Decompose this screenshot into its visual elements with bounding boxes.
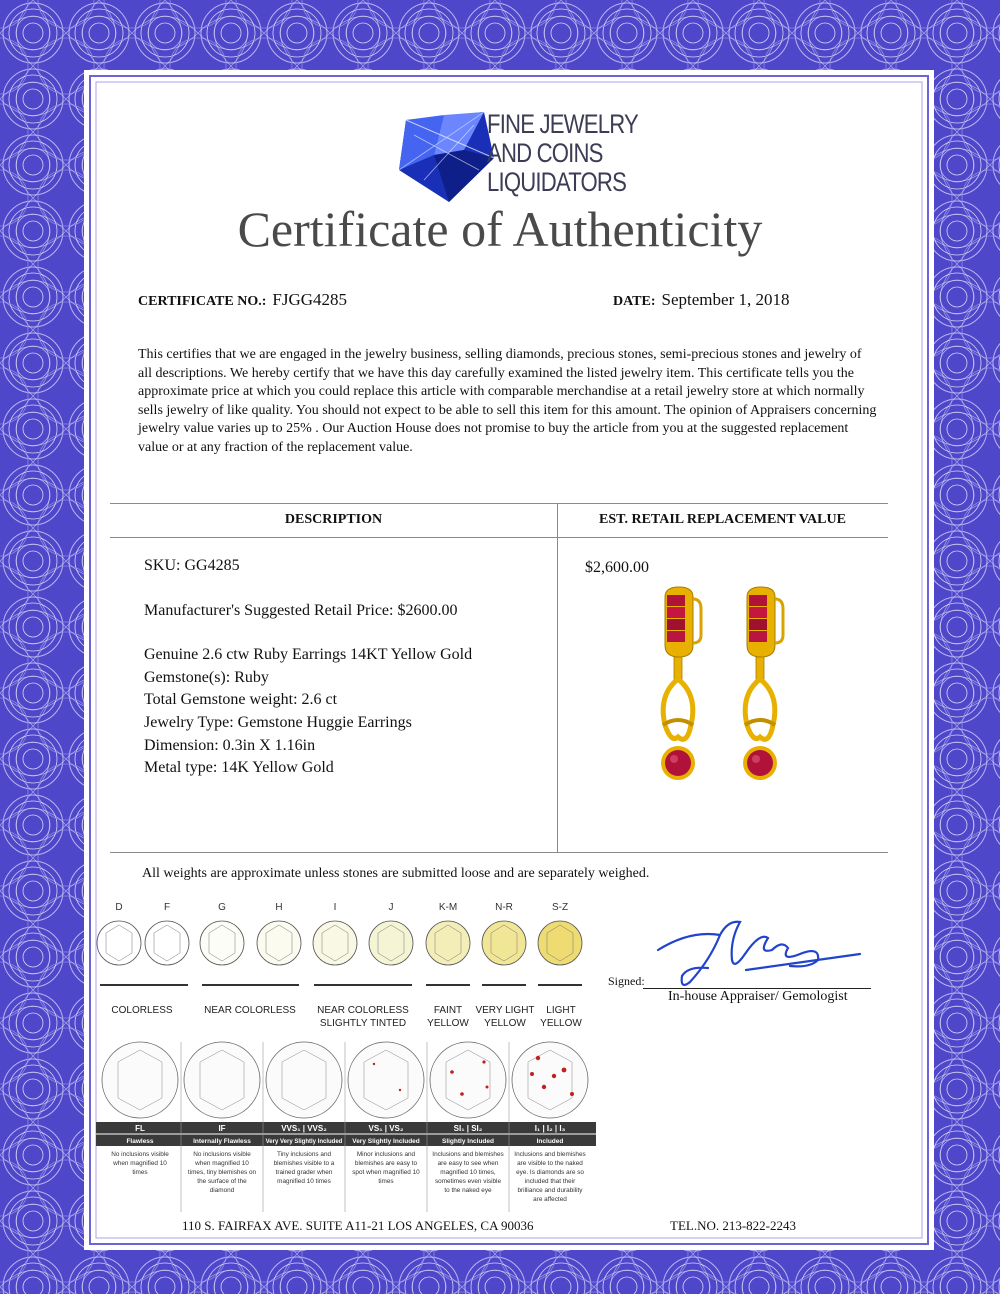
brand-line-2: AND COINS (487, 138, 603, 168)
clarity-desc: magnified 10 times (277, 1178, 331, 1185)
clarity-code: VS₁ | VS₂ (368, 1124, 404, 1133)
clarity-code: SI₁ | SI₂ (453, 1124, 483, 1133)
clarity-code: I₁ | I₂ | I₃ (534, 1124, 566, 1133)
clarity-desc: brilliance and durability (517, 1187, 583, 1194)
clarity-code: IF (218, 1124, 226, 1133)
clarity-code: FL (135, 1124, 145, 1133)
grade-group-label: LIGHT (546, 1005, 576, 1016)
date-label: DATE: (613, 294, 656, 309)
clarity-desc: No inclusions visible (193, 1151, 251, 1158)
grade-letter: J (388, 902, 394, 913)
clarity-desc: included that their (524, 1178, 576, 1185)
clarity-desc: the surface of the (197, 1178, 247, 1185)
msrp: Manufacturer's Suggested Retail Price: $2600.00 (144, 601, 458, 619)
grade-group-label: YELLOW (484, 1018, 526, 1029)
certificate-number (138, 290, 347, 310)
clarity-desc: magnified 10 times, (440, 1169, 496, 1176)
grade-group-label: SLIGHTLY TINTED (319, 1018, 407, 1029)
grade-letter: D (115, 902, 123, 913)
appraiser-signature (650, 910, 870, 990)
grade-letter: H (275, 902, 283, 913)
value-header: EST. RETAIL REPLACEMENT VALUE (599, 512, 846, 527)
detail-line: Metal type: 14K Yellow Gold (144, 759, 334, 777)
clarity-desc: No inclusions visible (111, 1151, 169, 1158)
clarity-desc: eye. Is diamonds are so (516, 1169, 584, 1176)
gem-color-i (313, 921, 357, 965)
gem-color-d (97, 921, 141, 965)
clarity-desc: trained grader when (275, 1169, 333, 1176)
grade-group-label: YELLOW (427, 1018, 469, 1029)
grade-letter: I (333, 902, 337, 913)
grade-group-label: VERY LIGHT (475, 1005, 535, 1016)
brand-line-3: LIQUIDATORS (487, 167, 627, 197)
grade-letter: N-R (495, 902, 513, 913)
clarity-desc: Inclusions and blemishes (514, 1151, 586, 1158)
clarity-desc: when magnified 10 (113, 1160, 167, 1167)
table-bottom-rule (110, 852, 888, 853)
sku: SKU: GG4285 (144, 557, 240, 574)
clarity-scale (92, 1032, 602, 1214)
ruby-earrings-image (643, 585, 813, 805)
signed-label: Signed: (608, 974, 645, 988)
date-value: September 1, 2018 (661, 290, 790, 309)
clarity-name: Internally Flawless (193, 1138, 251, 1145)
clarity-name: Very Very Slightly Included (265, 1139, 343, 1145)
grade-letter: S-Z (551, 902, 569, 913)
clarity-desc: times (132, 1169, 148, 1176)
grade-group-label: YELLOW (540, 1018, 582, 1029)
clarity-desc: are affected (533, 1196, 567, 1203)
grade-group-label: COLORLESS (111, 1005, 173, 1016)
detail-line: Gemstone(s): Ruby (144, 668, 269, 686)
weights-note: All weights are approximate unless stones are submitted loose and are separately weighed. (142, 866, 650, 881)
grade-group-label: NEAR COLORLESS (317, 1005, 409, 1016)
table-top-rule (110, 503, 888, 504)
grade-group-label: NEAR COLORLESS (204, 1005, 296, 1016)
clarity-desc: sometimes even visible (434, 1178, 502, 1185)
footer-phone: TEL.NO. 213-822-2243 (670, 1218, 797, 1233)
gem-color-nr (482, 921, 526, 965)
footer-address: 110 S. FAIRFAX AVE. SUITE A11-21 LOS ANGELES, CA 90036 (182, 1218, 534, 1233)
clarity-desc: Inclusions and blemishes (432, 1151, 504, 1158)
detail-line: Genuine 2.6 ctw Ruby Earrings 14KT Yellow Gold (144, 646, 473, 664)
grade-letter: K-M (438, 902, 458, 913)
clarity-desc: when magnified 10 (195, 1160, 249, 1167)
clarity-desc: blemishes visible to a (273, 1160, 335, 1167)
certificate-number-label: CERTIFICATE NO.: (138, 294, 267, 309)
gem-color-g (200, 921, 244, 965)
detail-line: Dimension: 0.3in X 1.16in (144, 736, 316, 754)
grade-letter: G (218, 902, 226, 913)
description-header: DESCRIPTION (284, 512, 383, 527)
grade-group-label: FAINT (433, 1005, 463, 1016)
gem-color-sz (538, 921, 582, 965)
clarity-name: Included (536, 1138, 564, 1145)
clarity-desc: are easy to see when (437, 1160, 499, 1167)
grade-letter: F (163, 902, 171, 913)
certificate-number-value: FJGG4285 (272, 290, 347, 309)
detail-line: Jewelry Type: Gemstone Huggie Earrings (144, 713, 412, 731)
detail-line: Total Gemstone weight: 2.6 ct (144, 691, 338, 709)
gem-color-km (426, 921, 470, 965)
clarity-desc: spot when magnified 10 (352, 1169, 420, 1176)
gem-color-f (145, 921, 189, 965)
clarity-code: VVS₁ | VVS₂ (281, 1124, 327, 1133)
brand-line-1: FINE JEWELRY (487, 109, 638, 139)
table-header-rule (110, 537, 888, 538)
color-grade-scale (92, 898, 592, 1048)
clarity-desc: diamond (209, 1187, 235, 1194)
clarity-desc: are visible to the naked (517, 1160, 583, 1167)
clarity-desc: Minor inclusions and (356, 1151, 416, 1158)
table-column-divider (557, 503, 558, 852)
clarity-name: Slightly Included (441, 1138, 495, 1145)
page-title: Certificate of Authenticity (237, 201, 763, 257)
clarity-desc: times (378, 1178, 394, 1185)
clarity-desc: times, tiny blemishes on (187, 1169, 257, 1176)
certificate-date (613, 290, 789, 310)
clarity-desc: blemishes are easy to (354, 1160, 418, 1167)
appraiser-title: In-house Appraiser/ Gemologist (668, 989, 848, 1004)
gem-color-j (369, 921, 413, 965)
gem-color-h (257, 921, 301, 965)
certification-statement: This certifies that we are engaged in the jewelry business, selling diamonds, precious stones, semi-precious stones and jewelry of all descriptions. We hereby certify that we have this day carefully examined the listed jewelry item. This certificate tells you the approximate price at which you could replace this article with comparable merchandise at a retail jewelry store at which normally sells jewelry of like quality. You should not expect to be able to sell this item for this amount. The opinion of Appraisers concerning jewelry value varies up to 25% . Our Auction House does not promise to buy the article from you at the suggested replacement value or at any fraction of the replacement value. (138, 347, 877, 455)
item-description (144, 555, 472, 780)
clarity-name: Very Slightly Included (352, 1138, 420, 1145)
clarity-name: Flawless (126, 1138, 154, 1145)
replacement-value: $2,600.00 (585, 559, 649, 576)
brand-name (487, 110, 638, 197)
clarity-desc: to the naked eye (444, 1187, 492, 1194)
clarity-desc: Tiny inclusions and (276, 1151, 332, 1158)
